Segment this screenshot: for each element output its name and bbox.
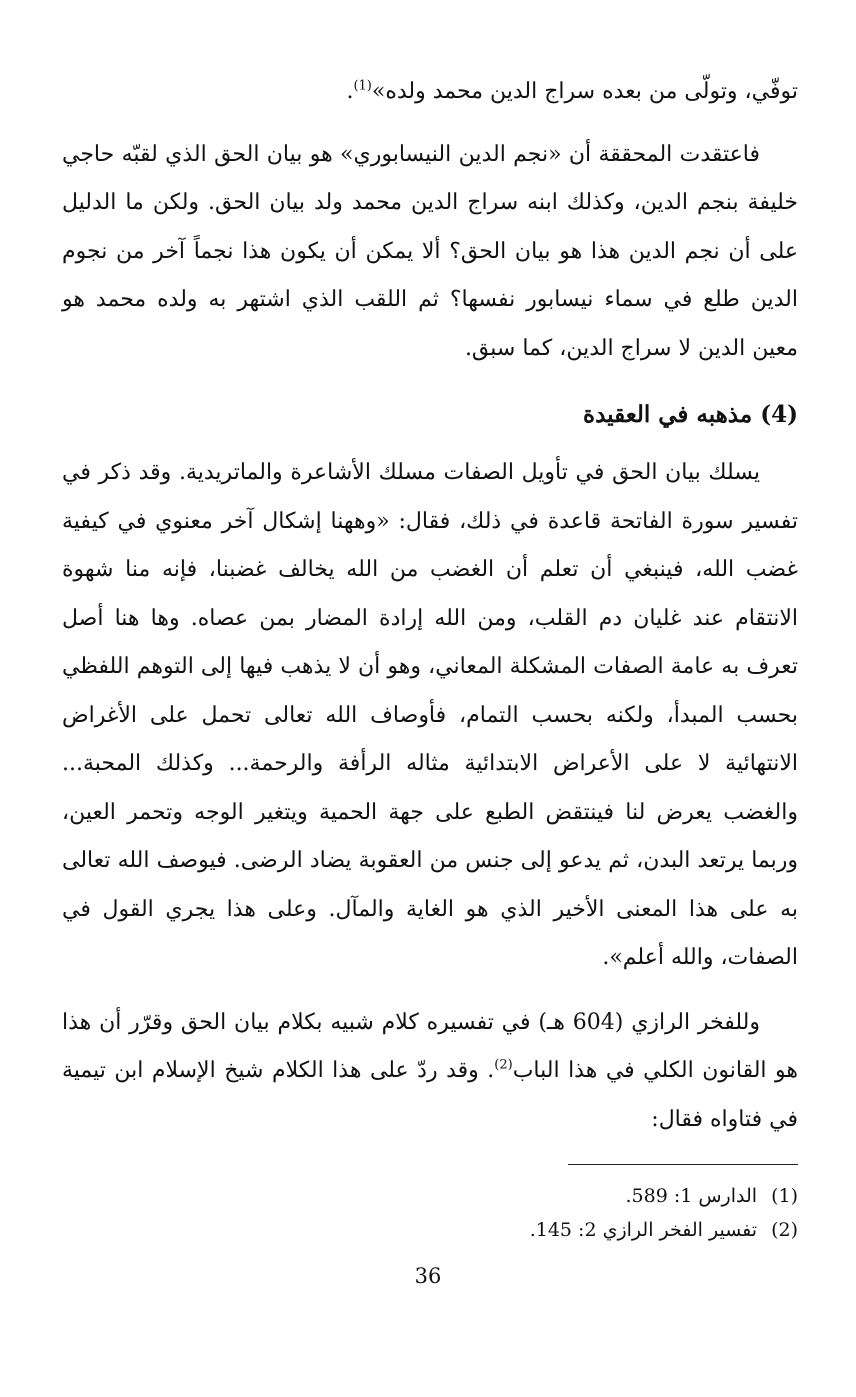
footnote-text: تفسير الفخر الرازي 2: 145. [529, 1219, 758, 1241]
continuation-paragraph [62, 68, 798, 117]
footnote-divider [568, 1164, 798, 1165]
razi-paragraph [62, 999, 798, 1145]
footnotes [62, 1179, 798, 1247]
page-number: 36 [414, 1264, 442, 1288]
footnote-1 [62, 1179, 798, 1213]
continuation-end: . [346, 79, 354, 104]
footnote-number: (1) [771, 1185, 798, 1207]
section-heading: (4) مذهبه في العقيدة [583, 401, 798, 428]
razi-end: . وقد ردّ على هذا الكلام شيخ الإسلام ابن تيمية في فتاواه فقال: [62, 1058, 798, 1132]
footnote-2 [62, 1213, 798, 1247]
footnote-ref-2[interactable]: (2) [494, 1057, 513, 1073]
footnote-number: (2) [771, 1219, 798, 1241]
intro-paragraph: فاعتقدت المحققة أن «نجم الدين النيسابوري» هو بيان الحق الذي لقبّه حاجي خليفة بنجم الدين، وكذلك ابنه سراج الدين محمد ولد بيان الحق. ولكن ما الدليل على أن نجم الدين هذا هو بيان الحق؟ ألا يمكن أن يكون هذا نجماً آخر من نجوم الدين طلع في سماء نيسابور نفسها؟ ثم اللقب الذي اشتهر به ولده محمد هو معين الدين لا سراج الدين، كما سبق. [62, 141, 798, 361]
footnote-ref-1[interactable]: (1) [353, 78, 372, 94]
footnote-text: الدارس 1: 589. [625, 1185, 758, 1207]
creed-paragraph: يسلك بيان الحق في تأويل الصفات مسلك الأشاعرة والماتريدية. وقد ذكر في تفسير سورة الفاتحة قاعدة في ذلك، فقال: «وههنا إشكال آخر معنوي في كيفية غضب الله، فينبغي أن تعلم أن الغضب من الله يخالف غضبنا، فإنه منا شهوة الانتقام عند غليان دم القلب، ومن الله إرادة المضار بمن عصاه. وها هنا أصل تعرف به عامة الصفات المشكلة المعاني، وهو أن لا يذهب فيها إلى التوهم اللفظي بحسب المبدأ، ولكنه بحسب التمام، فأوصاف الله تعالى تحمل على الأغراض الانتهائية لا على الأعراض الابتدائية مثاله الرأفة والرحمة... وكذلك المحبة... والغضب يعرض لنا فينتقض الطبع على جهة الحمية ويتغير الوجه وتحمر العين، وربما يرتعد البدن، ثم يدعو إلى جنس من العقوبة يضاد الرضى. فيوصف الله تعالى به على هذا المعنى الأخير الذي هو الغاية والمآل. وعلى هذا يجري القول في الصفات، والله أعلم». [62, 460, 798, 970]
continuation-text: توفّي، وتولّى من بعده سراج الدين محمد ولده» [371, 79, 798, 104]
page-body [62, 68, 798, 1247]
razi-text: وللفخر الرازي (604 هـ) في تفسيره كلام شبيه بكلام بيان الحق وقرّر أن هذا هو القانون الكلي في هذا الباب [62, 1009, 798, 1083]
